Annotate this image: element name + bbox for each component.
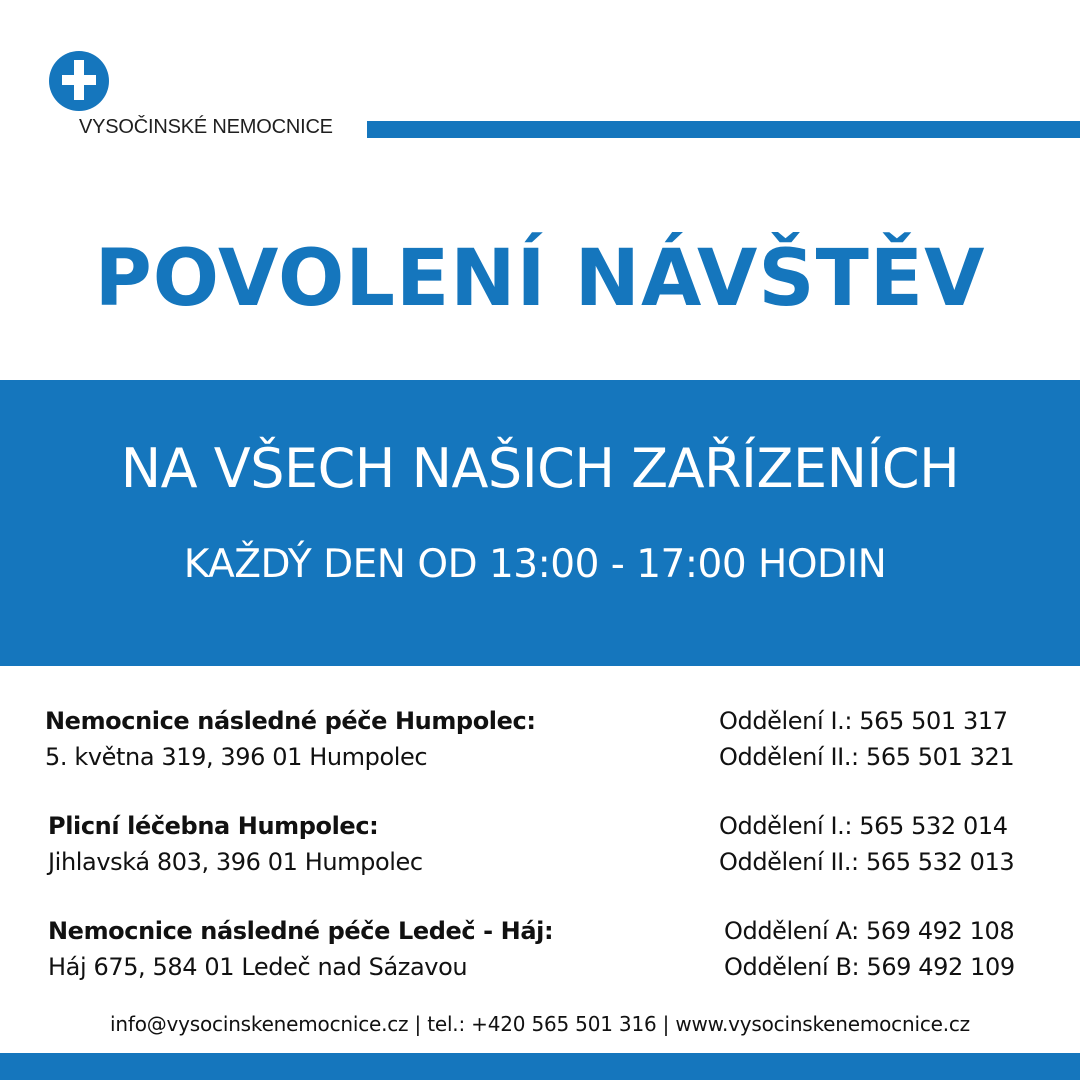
footer-rule bbox=[0, 1053, 1080, 1080]
department-phone: Oddělení II.: 565 501 321 bbox=[719, 743, 1015, 771]
facility-address: 5. května 319, 396 01 Humpolec bbox=[45, 743, 428, 771]
department-phone: Oddělení A: 569 492 108 bbox=[724, 917, 1015, 945]
department-phone: Oddělení II.: 565 532 013 bbox=[719, 848, 1015, 876]
cross-plus-icon bbox=[48, 50, 110, 112]
brand-name: VYSOČINSKÉ NEMOCNICE bbox=[79, 116, 333, 138]
department-phone: Oddělení B: 569 492 109 bbox=[724, 953, 1015, 981]
department-phone: Oddělení I.: 565 501 317 bbox=[719, 707, 1008, 735]
header-rule bbox=[367, 121, 1080, 138]
band-subtitle: NA VŠECH NAŠICH ZAŘÍZENÍCH bbox=[120, 437, 960, 500]
department-phone: Oddělení I.: 565 532 014 bbox=[719, 812, 1008, 840]
visiting-hours: KAŽDÝ DEN OD 13:00 - 17:00 HODIN bbox=[183, 542, 887, 587]
contact-footer: info@vysocinskenemocnice.cz | tel.: +420 565 501 316 | www.vysocinskenemocnice.cz bbox=[110, 1012, 970, 1036]
facility-name: Plicní léčebna Humpolec: bbox=[48, 812, 379, 840]
facility-name: Nemocnice následné péče Humpolec: bbox=[45, 707, 536, 735]
facility-address: Jihlavská 803, 396 01 Humpolec bbox=[48, 848, 423, 876]
facility-address: Háj 675, 584 01 Ledeč nad Sázavou bbox=[48, 953, 468, 981]
info-band bbox=[0, 380, 1080, 666]
page-title: POVOLENÍ NÁVŠTĚV bbox=[94, 234, 986, 324]
facility-name: Nemocnice následné péče Ledeč - Háj: bbox=[48, 917, 554, 945]
